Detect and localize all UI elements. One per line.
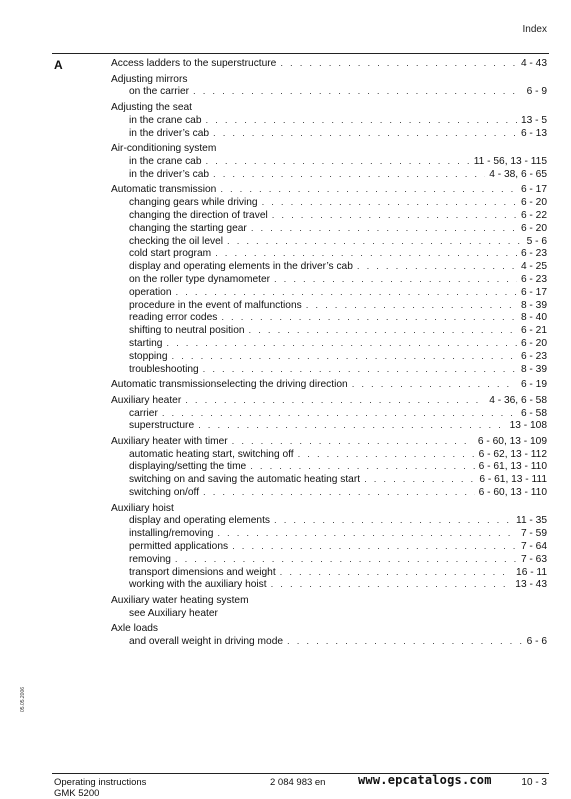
section-letter: A bbox=[54, 58, 63, 72]
dot-leader bbox=[206, 156, 470, 169]
index-subentry-label: cold start program bbox=[129, 248, 212, 260]
index-entry bbox=[111, 436, 547, 500]
index-heading-row bbox=[111, 503, 547, 516]
dot-leader bbox=[166, 338, 517, 351]
index-subentry-page-ref: 4 - 38, 6 - 65 bbox=[489, 168, 547, 180]
dot-leader bbox=[250, 461, 474, 474]
footer-title-line2: GMK 5200 bbox=[54, 788, 100, 799]
index-heading-label: Access ladders to the superstructure bbox=[111, 58, 277, 69]
index-subentry-row bbox=[111, 156, 547, 169]
index-subentry-label: carrier bbox=[129, 407, 158, 419]
index-subentry-label: in the driver’s cab bbox=[129, 168, 210, 180]
index-subentry-row bbox=[111, 487, 547, 500]
index-subentry-page-ref: 6 - 23 bbox=[520, 350, 547, 362]
index-subentry-row bbox=[111, 636, 547, 649]
index-subentry-page-ref: 6 - 21 bbox=[520, 325, 547, 337]
dot-leader bbox=[175, 554, 517, 567]
dot-leader bbox=[203, 364, 517, 377]
index-entry bbox=[111, 395, 547, 433]
index-subentry-label: changing gears while driving bbox=[129, 197, 258, 209]
index-subentry-label: superstructure bbox=[129, 420, 195, 432]
index-heading-row bbox=[111, 143, 547, 156]
index-subentry-page-ref: 6 - 20 bbox=[520, 337, 547, 349]
index-subentry-label: starting bbox=[129, 337, 163, 349]
index-subentry-label: displaying/setting the time bbox=[129, 461, 247, 473]
index-subentry-row bbox=[111, 449, 547, 462]
footer-title-line1: Operating instructions bbox=[54, 777, 147, 788]
index-subentry-row bbox=[111, 115, 547, 128]
dot-leader bbox=[274, 274, 517, 287]
index-subentry-label: transport dimensions and weight bbox=[129, 566, 276, 578]
index-subentry-page-ref: 6 - 62, 13 - 112 bbox=[478, 448, 547, 460]
index-subentry-row bbox=[111, 351, 547, 364]
dot-leader bbox=[206, 115, 517, 128]
dot-leader bbox=[280, 567, 512, 580]
index-subentry-label: working with the auxiliary hoist bbox=[129, 579, 267, 591]
index-subentry-page-ref: 13 - 5 bbox=[520, 114, 547, 126]
index-subentry-label: operation bbox=[129, 286, 172, 298]
index-subentry-row bbox=[111, 169, 547, 182]
index-subentry-page-ref: 8 - 39 bbox=[520, 363, 547, 375]
index-subentry-label: in the crane cab bbox=[129, 114, 202, 126]
index-heading-label: Adjusting mirrors bbox=[111, 73, 188, 85]
index-subentry-page-ref: 6 - 9 bbox=[526, 86, 547, 98]
index-subentry-page-ref: 11 - 35 bbox=[516, 515, 547, 527]
index-subentry-page-ref: 6 - 23 bbox=[520, 273, 547, 285]
index-subentry-label: switching on and saving the automatic heating start bbox=[129, 474, 361, 486]
index-entry bbox=[111, 58, 547, 71]
index-heading-label: Adjusting the seat bbox=[111, 101, 192, 113]
footer-document-number: 2 084 983 en bbox=[270, 777, 326, 788]
dot-leader bbox=[352, 379, 517, 392]
index-subentry-row bbox=[111, 338, 547, 351]
index-subentry-label: on the carrier bbox=[129, 86, 190, 98]
dot-leader bbox=[306, 300, 517, 313]
index-subentry-row bbox=[111, 248, 547, 261]
index-subentry-row bbox=[111, 528, 547, 541]
dot-leader bbox=[249, 325, 517, 338]
dot-leader bbox=[185, 395, 485, 408]
index-subentry-label: permitted applications bbox=[129, 541, 229, 553]
index-subentry-label: display and operating elements bbox=[129, 515, 271, 527]
index-subentry-label: procedure in the event of malfunctions bbox=[129, 299, 302, 311]
dot-leader bbox=[220, 184, 517, 197]
dot-leader bbox=[271, 579, 512, 592]
index-heading-page-ref: 6 - 60, 13 - 109 bbox=[477, 435, 547, 447]
index-subentry-label: installing/removing bbox=[129, 528, 214, 540]
index-subentry-row bbox=[111, 223, 547, 236]
dot-leader bbox=[198, 420, 505, 433]
index-subentry-row bbox=[111, 420, 547, 433]
index-subentry-label: removing bbox=[129, 553, 171, 565]
index-subentry-label: reading error codes bbox=[129, 312, 218, 324]
index-subentry-label: display and operating elements in the driver’s cab bbox=[129, 261, 353, 273]
index-entry bbox=[111, 623, 547, 649]
index-subentry-label: in the crane cab bbox=[129, 155, 202, 167]
index-subentry-label: shifting to neutral position bbox=[129, 325, 245, 337]
index-subentry-row bbox=[111, 461, 547, 474]
index-subentry-row bbox=[111, 128, 547, 141]
index-subentry-row bbox=[111, 515, 547, 528]
index-subentry-label: changing the direction of travel bbox=[129, 209, 268, 221]
index-heading-label: Auxiliary water heating system bbox=[111, 595, 249, 607]
dot-leader bbox=[232, 436, 474, 449]
index-heading-page-ref: 6 - 19 bbox=[520, 379, 547, 391]
index-subentry-row bbox=[111, 86, 547, 99]
index-subentry-row bbox=[111, 408, 547, 421]
dot-leader bbox=[215, 248, 517, 261]
index-subentry-row bbox=[111, 210, 547, 223]
dot-leader bbox=[280, 58, 517, 71]
index-subentry-page-ref: 7 - 64 bbox=[520, 541, 547, 553]
index-subentry-row bbox=[111, 236, 547, 249]
index-subentry-row bbox=[111, 567, 547, 580]
dot-leader bbox=[357, 261, 517, 274]
dot-leader bbox=[251, 223, 517, 236]
index-entry bbox=[111, 143, 547, 181]
index-subentry-label: switching on/off bbox=[129, 487, 200, 499]
index-subentry-page-ref: 6 - 6 bbox=[526, 636, 547, 648]
index-heading-page-ref: 4 - 36, 6 - 58 bbox=[489, 394, 547, 406]
index-subentry-page-ref: 7 - 59 bbox=[520, 528, 547, 540]
index-subentry-label: checking the oil level bbox=[129, 235, 224, 247]
index-subentry-page-ref: 6 - 17 bbox=[520, 286, 547, 298]
index-subentry-row bbox=[111, 325, 547, 338]
index-heading-label: Automatic transmission bbox=[111, 184, 217, 196]
index-subentry-page-ref: 6 - 61, 13 - 111 bbox=[479, 474, 547, 486]
index-entry bbox=[111, 379, 547, 392]
index-subentry-page-ref: 6 - 23 bbox=[520, 248, 547, 260]
index-subentry-page-ref: 7 - 63 bbox=[520, 553, 547, 565]
index-heading-row bbox=[111, 623, 547, 636]
index-entry bbox=[111, 503, 547, 593]
index-heading-row bbox=[111, 379, 547, 392]
dot-leader bbox=[203, 487, 475, 500]
index-heading-label: Auxiliary heater bbox=[111, 394, 182, 406]
dot-leader bbox=[298, 449, 475, 462]
index-subentry-row bbox=[111, 474, 547, 487]
index-entry bbox=[111, 184, 547, 376]
dot-leader bbox=[193, 86, 523, 99]
dot-leader bbox=[175, 287, 516, 300]
dot-leader bbox=[232, 541, 517, 554]
dot-leader bbox=[162, 408, 517, 421]
index-subentry-page-ref: 6 - 20 bbox=[520, 197, 547, 209]
index-subentry-page-ref: 6 - 60, 13 - 110 bbox=[478, 487, 547, 499]
index-heading-label: Auxiliary heater with timer bbox=[111, 435, 228, 447]
index-subentry-page-ref: 13 - 43 bbox=[515, 579, 547, 591]
index-subentry-row bbox=[111, 197, 547, 210]
dot-leader bbox=[287, 636, 523, 649]
index-heading-label: Axle loads bbox=[111, 623, 159, 635]
index-entry bbox=[111, 74, 547, 100]
index-heading-label: Auxiliary hoist bbox=[111, 502, 174, 514]
dot-leader bbox=[274, 515, 512, 528]
index-subentry-page-ref: 13 - 108 bbox=[509, 420, 547, 432]
index-subentry-page-ref: 6 - 61, 13 - 110 bbox=[478, 461, 547, 473]
index-subentry-row bbox=[111, 312, 547, 325]
header-divider bbox=[52, 53, 549, 54]
index-subentry-label: stopping bbox=[129, 350, 168, 362]
index-heading-label: Automatic transmissionselecting the driving direction bbox=[111, 379, 348, 391]
dot-leader bbox=[217, 528, 517, 541]
index-subentry-page-ref: 8 - 39 bbox=[520, 299, 547, 311]
index-subentry-page-ref: 4 - 25 bbox=[520, 261, 547, 273]
index-subentry-page-ref: 6 - 20 bbox=[520, 222, 547, 234]
index-heading-page-ref: 4 - 43 bbox=[520, 58, 547, 69]
index-subentry-label: in the driver’s cab bbox=[129, 127, 210, 139]
index-subentry-label: see Auxiliary heater bbox=[129, 607, 218, 619]
index-subentry-row bbox=[111, 287, 547, 300]
index-subentry-row bbox=[111, 541, 547, 554]
index-entry bbox=[111, 595, 547, 621]
index-subentry-row bbox=[111, 608, 547, 621]
index-subentry-label: and overall weight in driving mode bbox=[129, 636, 284, 648]
index-subentry-page-ref: 11 - 56, 13 - 115 bbox=[473, 155, 547, 167]
index-subentry-row bbox=[111, 364, 547, 377]
dot-leader bbox=[227, 236, 523, 249]
index-heading-row bbox=[111, 595, 547, 608]
index-subentry-row bbox=[111, 554, 547, 567]
index-heading-page-ref: 6 - 17 bbox=[520, 184, 547, 196]
index-entries bbox=[111, 58, 547, 649]
side-date-stamp: 05.05.2006 bbox=[20, 686, 26, 712]
index-subentry-row bbox=[111, 300, 547, 313]
index-heading-row bbox=[111, 58, 547, 71]
index-heading-label: Air-conditioning system bbox=[111, 143, 217, 155]
index-heading-row bbox=[111, 436, 547, 449]
dot-leader bbox=[221, 312, 517, 325]
index-subentry-page-ref: 6 - 22 bbox=[520, 209, 547, 221]
index-subentry-page-ref: 6 - 13 bbox=[520, 127, 547, 139]
index-subentry-label: troubleshooting bbox=[129, 363, 199, 375]
index-subentry-row bbox=[111, 579, 547, 592]
dot-leader bbox=[213, 169, 485, 182]
dot-leader bbox=[364, 474, 475, 487]
dot-leader bbox=[213, 128, 517, 141]
dot-leader bbox=[172, 351, 517, 364]
dot-leader bbox=[262, 197, 517, 210]
index-subentry-page-ref: 5 - 6 bbox=[526, 235, 547, 247]
index-subentry-page-ref: 8 - 40 bbox=[520, 312, 547, 324]
index-subentry-row bbox=[111, 261, 547, 274]
index-subentry-label: on the roller type dynamometer bbox=[129, 273, 270, 285]
footer-page-number: 10 - 3 bbox=[521, 777, 547, 788]
index-heading-row bbox=[111, 74, 547, 87]
index-subentry-label: automatic heating start, switching off bbox=[129, 448, 294, 460]
index-heading-row bbox=[111, 102, 547, 115]
index-entry bbox=[111, 102, 547, 140]
index-heading-row bbox=[111, 184, 547, 197]
header-index-label: Index bbox=[522, 24, 547, 35]
dot-leader bbox=[272, 210, 517, 223]
index-subentry-row bbox=[111, 274, 547, 287]
index-subentry-page-ref: 16 - 11 bbox=[516, 566, 547, 578]
footer-watermark: www.epcatalogs.com bbox=[358, 773, 492, 787]
index-subentry-label: changing the starting gear bbox=[129, 222, 247, 234]
index-subentry-page-ref: 6 - 58 bbox=[520, 407, 547, 419]
index-heading-row bbox=[111, 395, 547, 408]
